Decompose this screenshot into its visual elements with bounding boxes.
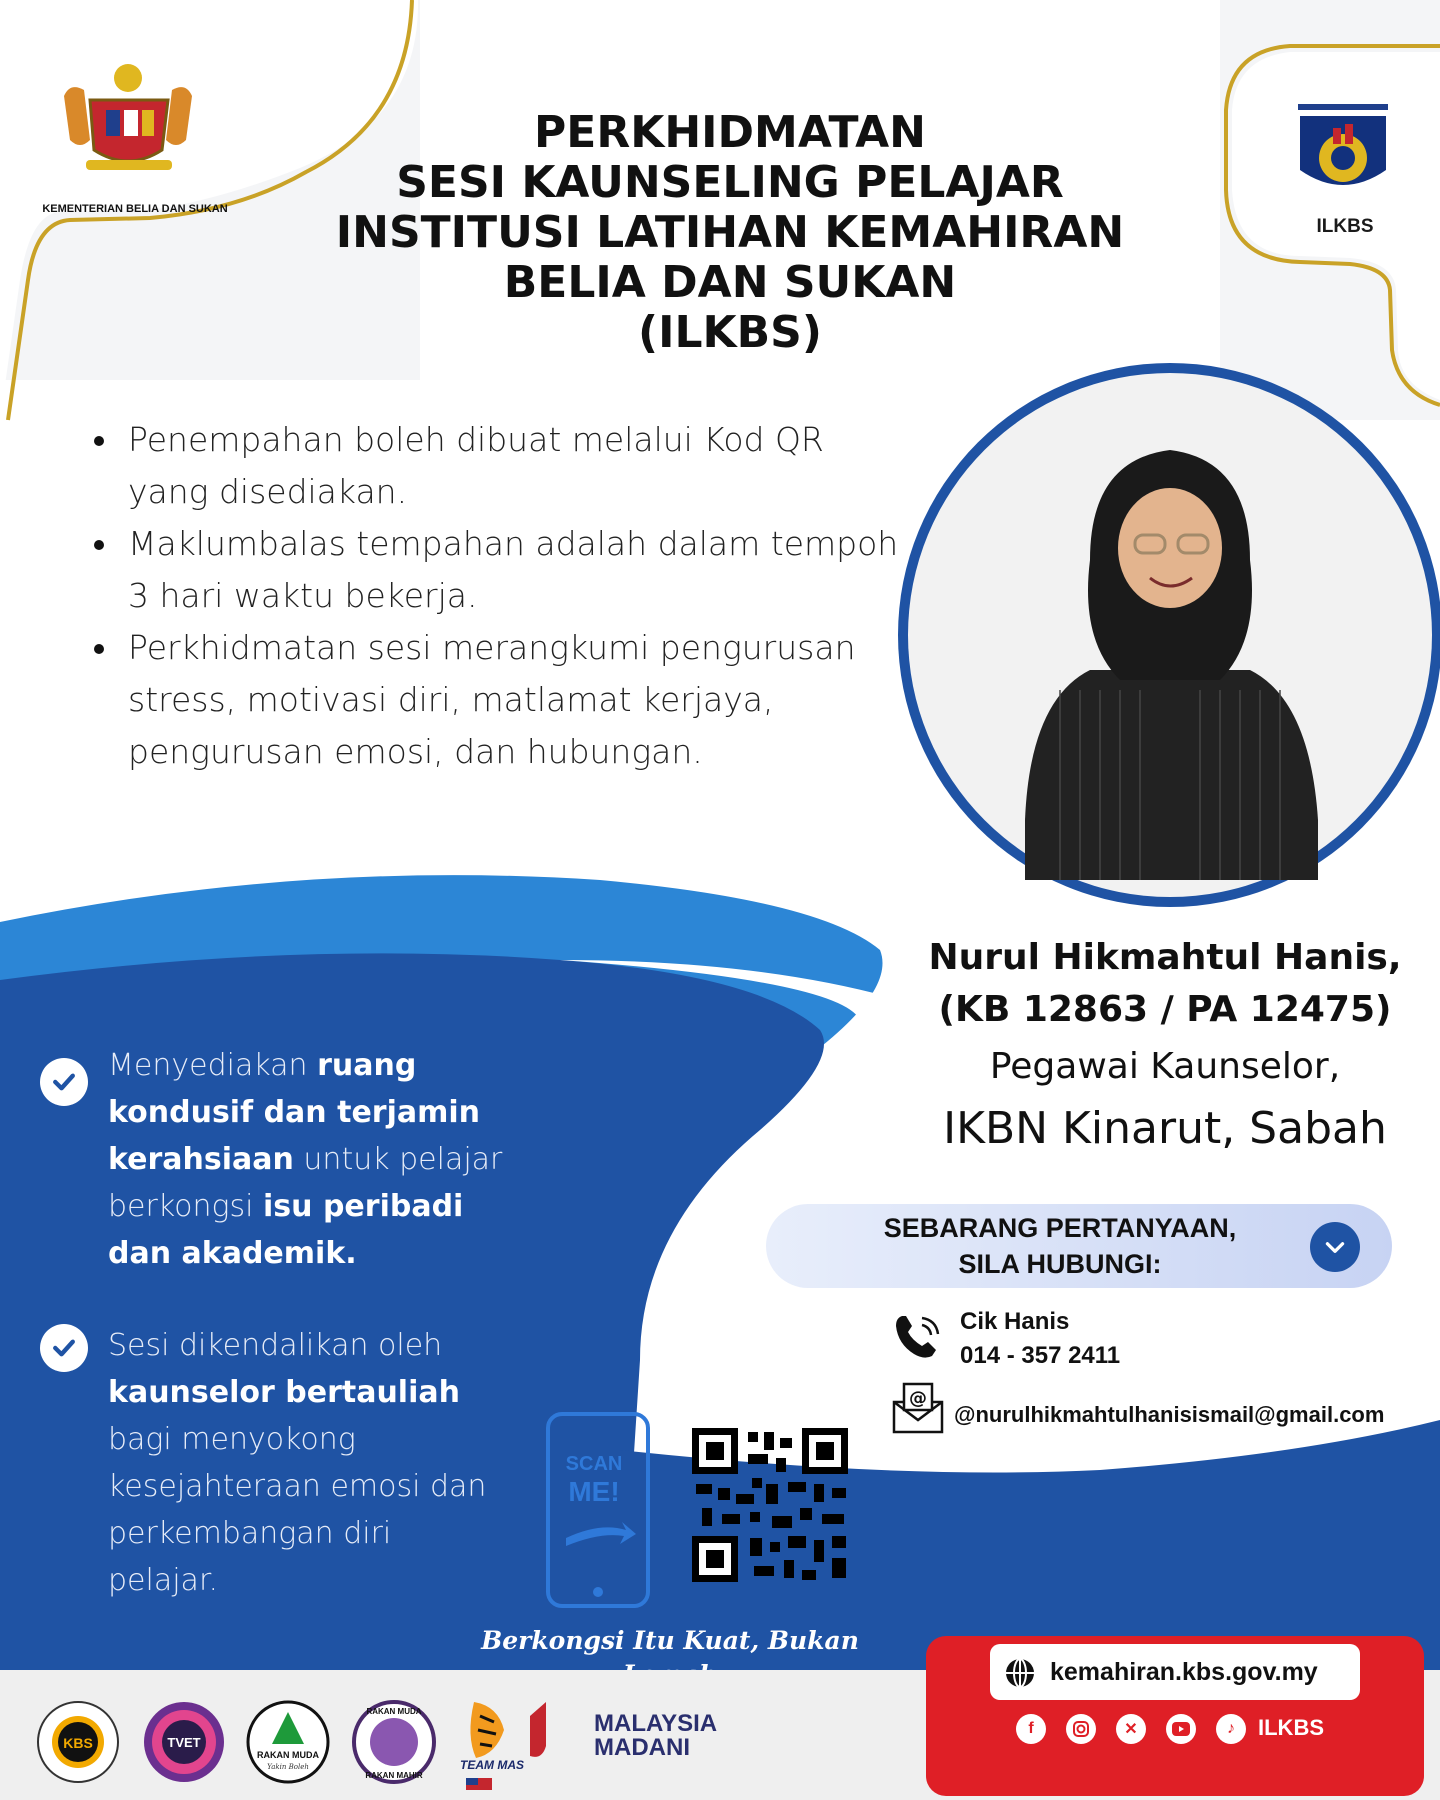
title-line: (ILKBS) (638, 307, 822, 358)
feature-bold: kondusif dan terjamin (108, 1095, 481, 1130)
tiktok-icon[interactable]: ♪ (1216, 1714, 1246, 1744)
madani-logo (530, 1702, 556, 1758)
feature-text: Menyediakan (108, 1048, 318, 1083)
madani-line: MALAYSIA (594, 1710, 718, 1737)
feature-bold: dan akademik. (108, 1236, 357, 1271)
website-link[interactable]: kemahiran.kbs.gov.my (1050, 1658, 1318, 1686)
scan-label-line: ME! (568, 1476, 620, 1507)
feature-text: bagi menyokong (108, 1422, 356, 1457)
title-line: BELIA DAN SUKAN (503, 257, 957, 308)
ilkbs-caption: ILKBS (1316, 216, 1374, 237)
contact-person: Cik Hanis (960, 1308, 1070, 1335)
counselor-role: Pegawai Kaunselor, (989, 1046, 1341, 1087)
feature-bold: isu peribadi (263, 1189, 464, 1224)
feature-text: pelajar. (108, 1563, 219, 1598)
madani-caption (594, 1712, 717, 1760)
page-title (280, 108, 1180, 358)
bullet-item: Penempahan boleh dibuat melalui Kod QR yang disediakan. (88, 414, 908, 518)
feature-bold: ruang (317, 1048, 417, 1083)
contact-heading-line: SILA HUBUNGI: (958, 1249, 1162, 1279)
contact-heading (800, 1210, 1320, 1282)
feature-bold: kaunselor bertauliah (108, 1375, 460, 1410)
service-bullets (88, 414, 908, 778)
counselor-name: Nurul Hikmahtul Hanis, (928, 937, 1402, 978)
social-handle: ILKBS (1258, 1715, 1324, 1740)
facebook-icon[interactable]: f (1016, 1714, 1046, 1744)
email-icon (890, 1380, 946, 1436)
team-mas-logo (466, 1702, 504, 1790)
expand-contact-button[interactable] (1310, 1222, 1360, 1272)
check-icon (40, 1324, 88, 1372)
feature-text: untuk pelajar (293, 1142, 503, 1177)
youtube-icon[interactable] (1166, 1714, 1196, 1744)
kbs-badge-logo (38, 1702, 118, 1782)
madani-line: MADANI (594, 1734, 690, 1761)
kbs-badge-text: KBS (63, 1735, 93, 1751)
contact-phone-link[interactable]: 014 - 357 2411 (960, 1342, 1121, 1369)
rakan-mahir-text: RAKAN MUDA (366, 1707, 422, 1716)
feature-bold: kerahsiaan (108, 1142, 294, 1177)
team-mas-caption: TEAM MAS (460, 1758, 524, 1772)
feature-text: perkembangan diri (108, 1516, 392, 1551)
phone-icon (892, 1310, 944, 1362)
tvet-badge-logo (144, 1702, 224, 1782)
feature-text: Sesi dikendalikan oleh (108, 1328, 443, 1363)
ilkbs-crest-logo (1298, 104, 1388, 185)
feature-text-2 (108, 1322, 528, 1604)
partner-logos (36, 1696, 556, 1796)
feature-text: kesejahteraan emosi dan (108, 1469, 487, 1504)
feature-text-1 (108, 1042, 528, 1277)
title-line: PERKHIDMATAN (534, 107, 926, 158)
slogan: Berkongsi Itu Kuat, Bukan (481, 1626, 859, 1655)
tvet-badge-text: TVET (167, 1735, 201, 1750)
feature-text: berkongsi (108, 1189, 264, 1224)
counselor-id: (KB 12863 / PA 12475) (938, 989, 1392, 1030)
globe-icon (1004, 1657, 1036, 1689)
rakan-muda-logo (248, 1702, 328, 1782)
rakan-muda-text: Yakin Boleh (267, 1763, 309, 1771)
check-icon (40, 1058, 88, 1106)
title-line: INSTITUSI LATIHAN KEMAHIRAN (335, 207, 1125, 258)
title-line: SESI KAUNSELING PELAJAR (396, 157, 1064, 208)
rakan-mahir-text: RAKAN MAHIR (365, 1771, 423, 1780)
bullet-item: Perkhidmatan sesi merangkumi pengurusan stress, motivasi diri, matlamat kerjaya, pengurusan emosi, dan hubungan. (88, 622, 908, 778)
x-twitter-icon[interactable]: ✕ (1116, 1714, 1146, 1744)
kbs-caption: KEMENTERIAN BELIA DAN SUKAN (42, 203, 228, 215)
instagram-icon[interactable] (1066, 1714, 1096, 1744)
rakan-mahir-logo (354, 1702, 434, 1782)
counselor-place: IKBN Kinarut, Sabah (943, 1103, 1387, 1154)
rakan-muda-text: RAKAN MUDA (257, 1750, 319, 1760)
contact-email-link[interactable]: @nurulhikmahtulhanisismail@gmail.com (954, 1402, 1385, 1427)
scan-label-line: SCAN (565, 1453, 623, 1475)
scan-me-label (552, 1452, 636, 1508)
svg-text:@: @ (909, 1388, 927, 1409)
bullet-item: Maklumbalas tempahan adalah dalam tempoh 3 hari waktu bekerja. (88, 518, 908, 622)
contact-heading-line: SEBARANG PERTANYAAN, (883, 1213, 1237, 1243)
chevron-down-icon (1322, 1234, 1348, 1260)
